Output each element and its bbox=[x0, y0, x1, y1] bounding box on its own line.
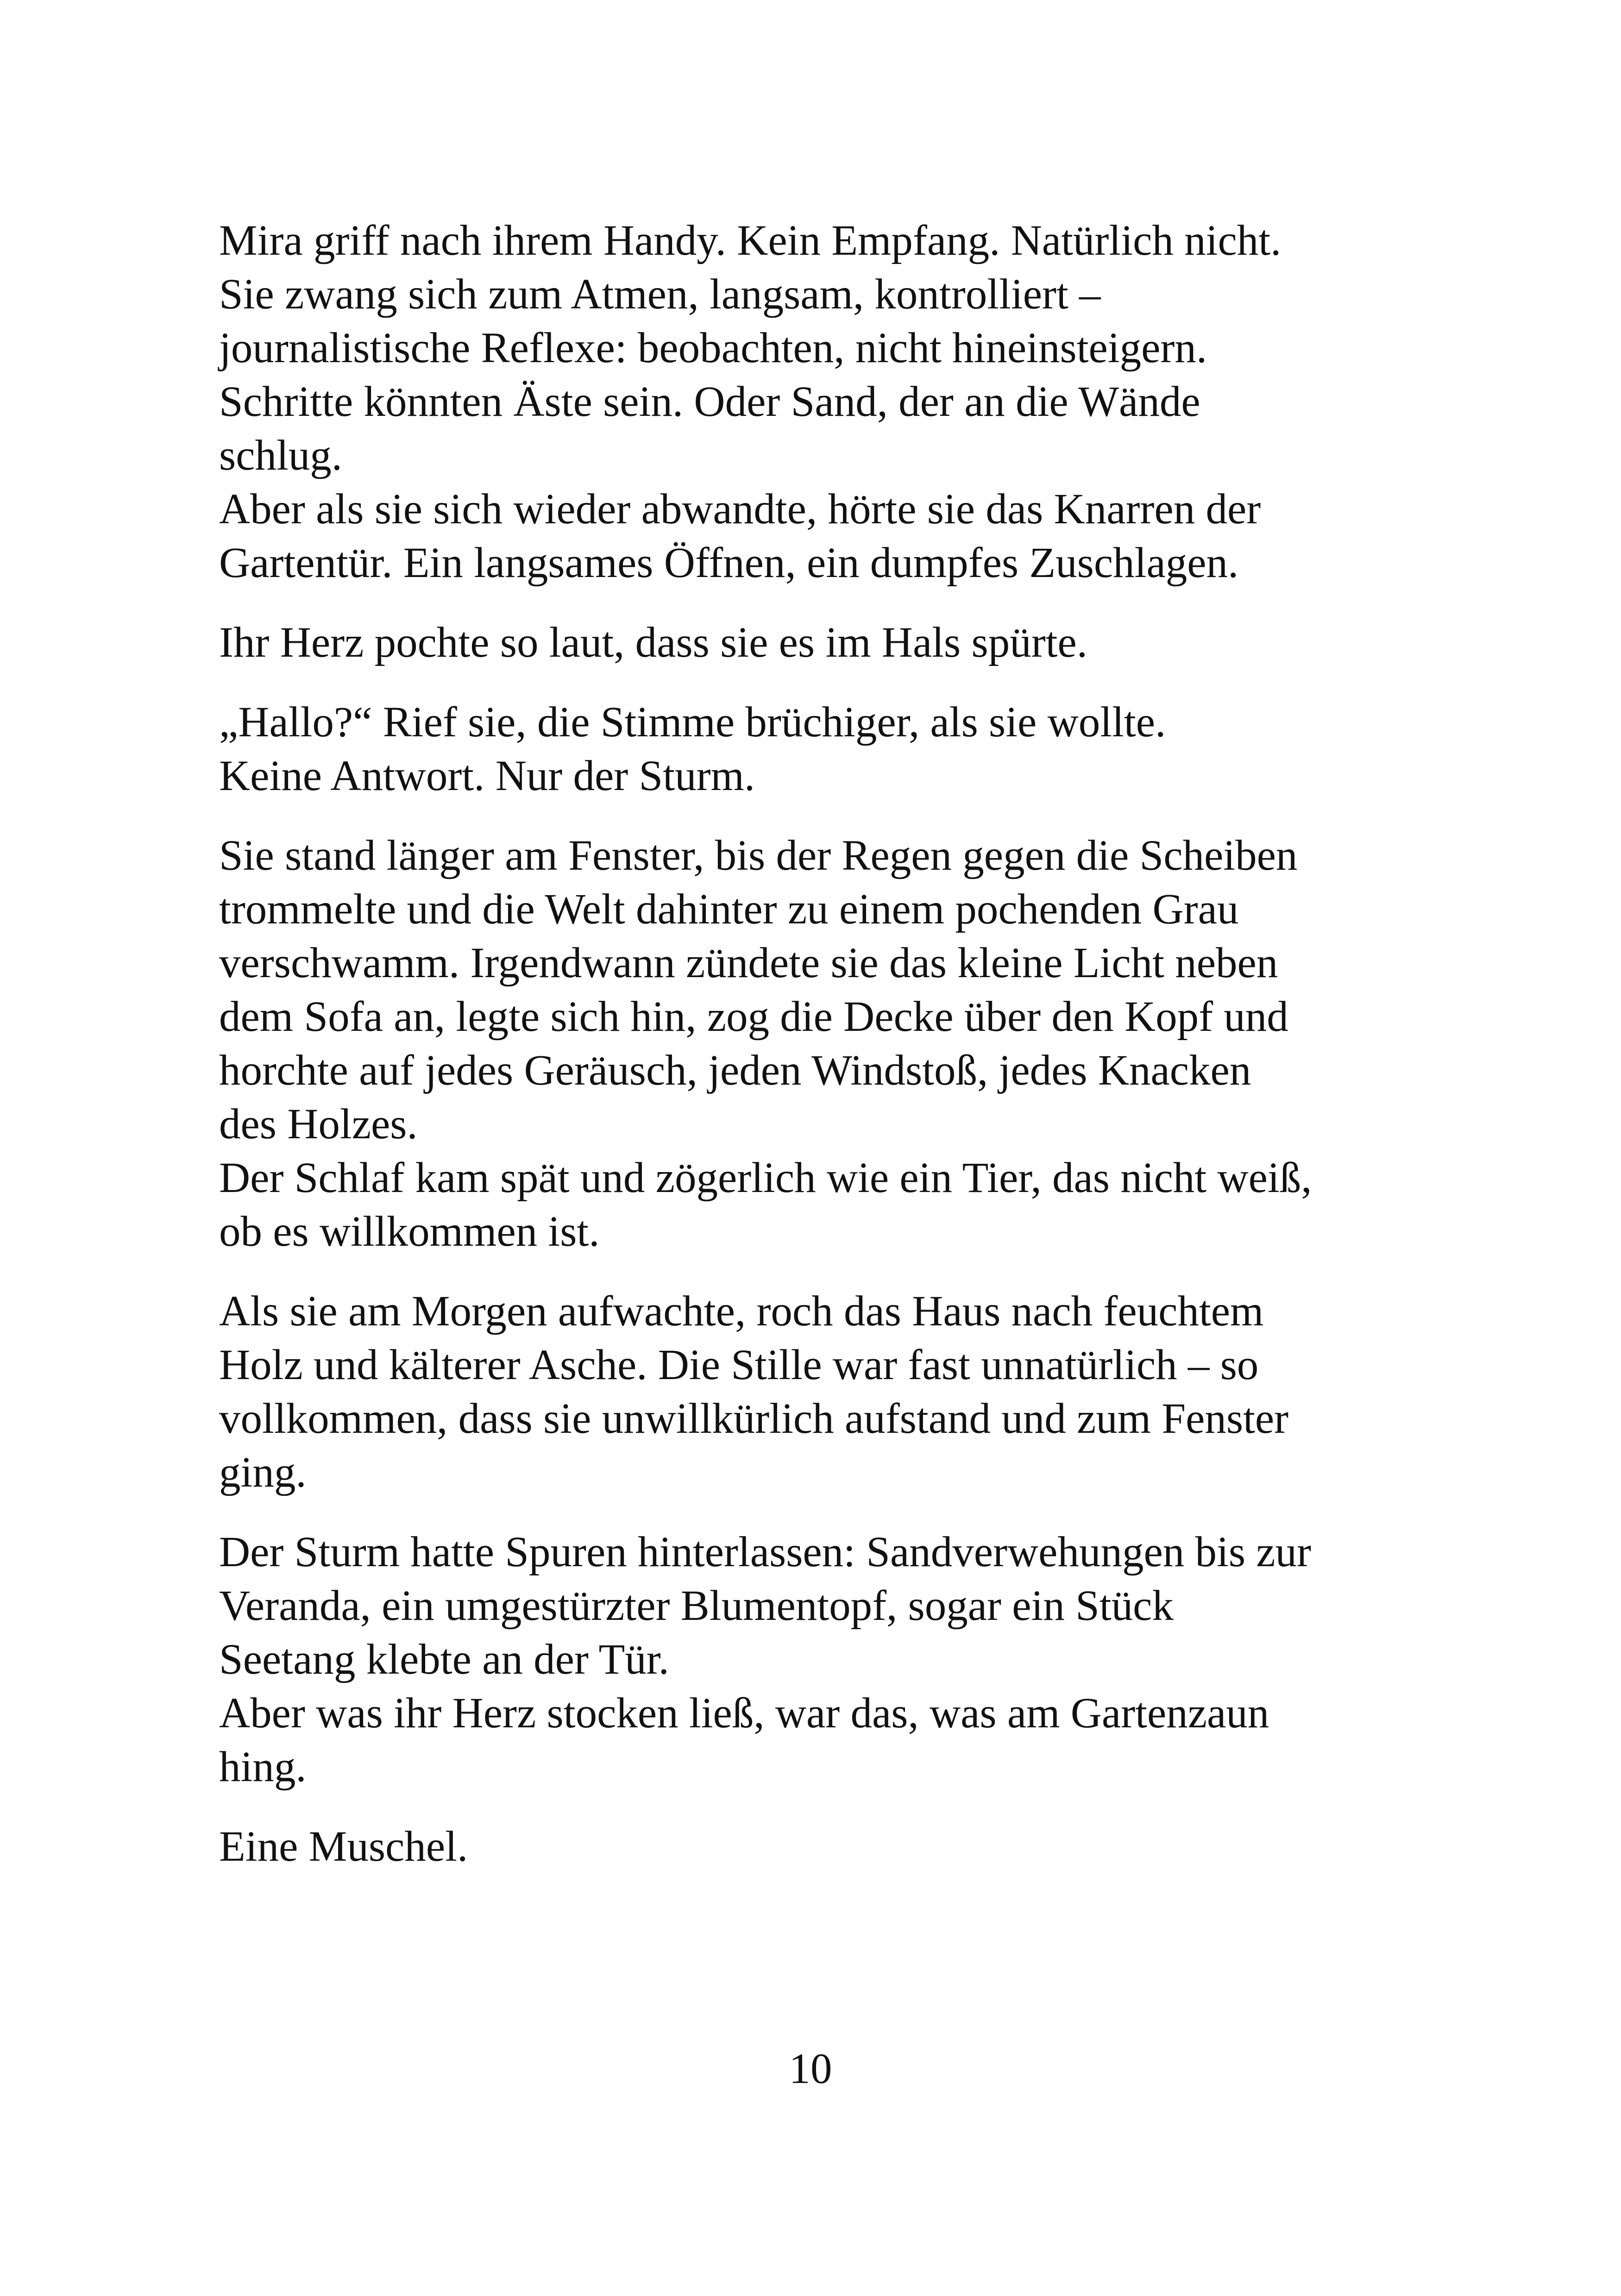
text-line: vollkommen, dass sie unwillkürlich aufstand und zum Fenster bbox=[219, 1395, 1289, 1443]
text-line: des Holzes. bbox=[219, 1100, 418, 1148]
body-text bbox=[219, 214, 1433, 1900]
paragraph bbox=[219, 214, 1433, 590]
text-line: journalistische Reflexe: beobachten, nicht hineinsteigern. bbox=[219, 324, 1207, 372]
text-line: Als sie am Morgen aufwachte, roch das Haus nach feuchtem bbox=[219, 1287, 1264, 1335]
paragraph bbox=[219, 1525, 1433, 1794]
paragraph bbox=[219, 1820, 1433, 1874]
text-line: horchte auf jedes Geräusch, jeden Windstoß, jedes Knacken bbox=[219, 1047, 1251, 1094]
text-line: Sie stand länger am Fenster, bis der Regen gegen die Scheiben bbox=[219, 832, 1298, 879]
text-line: trommelte und die Welt dahinter zu einem pochenden Grau bbox=[219, 885, 1239, 933]
text-line: hing. bbox=[219, 1743, 307, 1791]
text-line: ging. bbox=[219, 1449, 307, 1496]
text-line: „Hallo?“ Rief sie, die Stimme brüchiger, als sie wollte. bbox=[219, 698, 1166, 746]
text-line: Ihr Herz pochte so laut, dass sie es im Hals spürte. bbox=[219, 619, 1088, 666]
text-line: verschwamm. Irgendwann zündete sie das kleine Licht neben bbox=[219, 939, 1278, 987]
text-line: Mira griff nach ihrem Handy. Kein Empfang. Natürlich nicht. bbox=[219, 217, 1282, 264]
text-line: Holz und kälterer Asche. Die Stille war fast unnatürlich – so bbox=[219, 1341, 1259, 1389]
text-line: Der Sturm hatte Spuren hinterlassen: Sandverwehungen bis zur bbox=[219, 1528, 1312, 1576]
text-line: Aber was ihr Herz stocken ließ, war das, was am Gartenzaun bbox=[219, 1689, 1269, 1737]
text-line: ob es willkommen ist. bbox=[219, 1208, 600, 1255]
text-line: Der Schlaf kam spät und zögerlich wie ein Tier, das nicht weiß, bbox=[219, 1154, 1312, 1202]
text-line: Seetang klebte an der Tür. bbox=[219, 1636, 669, 1683]
text-line: Aber als sie sich wieder abwandte, hörte sie das Knarren der bbox=[219, 485, 1261, 533]
text-line: Schritte könnten Äste sein. Oder Sand, der an die Wände bbox=[219, 378, 1200, 426]
text-line: Gartentür. Ein langsames Öffnen, ein dumpfes Zuschlagen. bbox=[219, 539, 1239, 587]
text-line: dem Sofa an, legte sich hin, zog die Decke über den Kopf und bbox=[219, 993, 1288, 1041]
paragraph bbox=[219, 696, 1433, 803]
text-line: Eine Muschel. bbox=[219, 1823, 468, 1870]
paragraph bbox=[219, 829, 1433, 1259]
text-line: Veranda, ein umgestürzter Blumentopf, sogar ein Stück bbox=[219, 1582, 1174, 1630]
text-line: Sie zwang sich zum Atmen, langsam, kontrolliert – bbox=[219, 270, 1101, 318]
paragraph bbox=[219, 1285, 1433, 1499]
page-number: 10 bbox=[789, 2045, 832, 2093]
text-line: schlug. bbox=[219, 432, 343, 479]
text-line: Keine Antwort. Nur der Sturm. bbox=[219, 752, 755, 800]
paragraph bbox=[219, 616, 1433, 670]
